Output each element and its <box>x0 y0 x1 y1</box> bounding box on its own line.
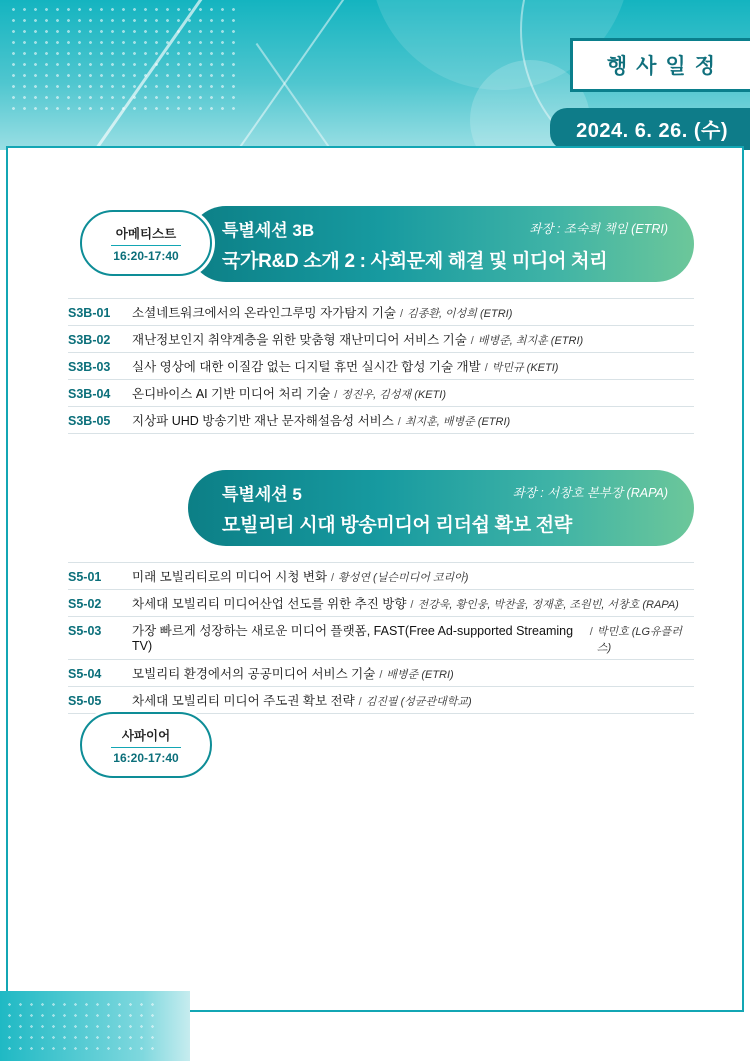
talk-authors: 전강욱, 황인웅, 박찬울, 정재훈, 조원빈, 서창호 (RAPA) <box>417 599 679 611</box>
talk-authors: 배병준, 최지훈 (ETRI) <box>477 335 584 347</box>
list-item <box>68 380 694 407</box>
talk-id: S3B-01 <box>68 306 111 320</box>
footer-decoration <box>0 991 190 1061</box>
dot-grid-pattern <box>8 4 238 114</box>
room-name: 사파이어 <box>121 728 171 743</box>
talk-title: 소셜네트워크에서의 온라인그루밍 자가탐지 기술 <box>132 306 396 320</box>
talk-title: 차세대 모빌리티 미디어 주도권 확보 전략 <box>132 694 355 708</box>
page-title: 행사일정 <box>570 38 750 92</box>
talk-id: S5-05 <box>68 694 102 708</box>
event-date-badge: 2024. 6. 26. (수) <box>550 108 750 150</box>
talk-title: 모빌리티 환경에서의 공공미디어 서비스 기술 <box>132 667 376 681</box>
separator: / <box>470 335 474 347</box>
room-time-bubble <box>80 210 212 276</box>
list-item <box>68 660 694 687</box>
talk-authors: 박민호 (LG유플러스) <box>596 626 682 654</box>
diagonal-line-2 <box>214 0 388 150</box>
separator: / <box>358 696 362 708</box>
separator: / <box>410 599 414 611</box>
separator: / <box>484 362 488 374</box>
schedule-content <box>8 148 746 765</box>
talk-id: S3B-05 <box>68 414 111 428</box>
session-label: 특별세션 3B <box>222 221 315 240</box>
room-time-bubble <box>80 712 212 778</box>
talk-title: 재난정보인지 취약계층을 위한 맞춤형 재난미디어 서비스 기술 <box>132 333 467 347</box>
talk-id: S5-04 <box>68 667 102 681</box>
talk-id: S5-01 <box>68 570 102 584</box>
session-title: 국가R&D 소개 2 : 사회문제 해결 및 미디어 처리 <box>222 251 608 272</box>
room-name: 아메티스트 <box>115 226 177 241</box>
talk-authors: 황성연 (닐슨미디어 코리아) <box>338 572 469 584</box>
session-label: 특별세션 5 <box>222 485 302 504</box>
talk-list <box>68 562 694 714</box>
talk-id: S3B-02 <box>68 333 111 347</box>
talk-authors: 김종환, 이성희 (ETRI) <box>407 308 513 320</box>
footer-dot-grid <box>4 999 154 1057</box>
talk-id: S3B-03 <box>68 360 111 374</box>
talk-authors: 배병준 (ETRI) <box>386 669 454 681</box>
session-block <box>8 206 746 434</box>
separator: / <box>379 669 383 681</box>
session-chair: 좌장 : 조숙희 책임 (ETRI) <box>529 222 668 236</box>
talk-title: 지상파 UHD 방송기반 재난 문자해설음성 서비스 <box>132 414 394 428</box>
separator: / <box>400 308 404 320</box>
talk-title: 온디바이스 AI 기반 미디어 처리 기술 <box>132 387 331 401</box>
talk-authors: 정진우, 김성재 (KETI) <box>341 389 446 401</box>
list-item <box>68 590 694 617</box>
talk-id: S5-03 <box>68 624 102 638</box>
list-item <box>68 687 694 714</box>
diagonal-line-3 <box>256 43 407 150</box>
session-title: 모빌리티 시대 방송미디어 리더쉽 확보 전략 <box>222 515 572 536</box>
session-chair: 좌장 : 서창호 본부장 (RAPA) <box>512 486 668 500</box>
talk-id: S5-02 <box>68 597 102 611</box>
talk-title: 미래 모빌리티로의 미디어 시청 변화 <box>132 570 328 584</box>
talk-authors: 김진필 (성균관대학교) <box>365 696 472 708</box>
separator: / <box>397 416 401 428</box>
list-item <box>68 353 694 380</box>
separator: / <box>589 626 593 638</box>
talk-authors: 최지훈, 배병준 (ETRI) <box>404 416 511 428</box>
talk-id: S3B-04 <box>68 387 111 401</box>
session-block <box>8 470 746 765</box>
separator: / <box>331 572 335 584</box>
session-time: 16:20-17:40 <box>111 245 181 263</box>
session-header-bar <box>188 206 694 282</box>
list-item <box>68 407 694 434</box>
talk-title: 가장 빠르게 성장하는 새로운 미디어 플랫폼, FAST(Free Ad-supported Streaming TV) <box>132 624 574 653</box>
list-item <box>68 298 694 326</box>
list-item <box>68 326 694 353</box>
talk-title: 실사 영상에 대한 이질감 없는 디지털 휴먼 실시간 합성 기술 개발 <box>132 360 481 374</box>
separator: / <box>334 389 338 401</box>
talk-authors: 박민규 (KETI) <box>491 362 559 374</box>
session-header-bar <box>188 470 694 546</box>
talk-title: 차세대 모빌리티 미디어산업 선도를 위한 추진 방향 <box>132 597 407 611</box>
session-time: 16:20-17:40 <box>111 747 181 765</box>
list-item <box>68 617 694 660</box>
list-item <box>68 562 694 590</box>
schedule-frame <box>6 146 744 1012</box>
talk-list <box>68 298 694 434</box>
